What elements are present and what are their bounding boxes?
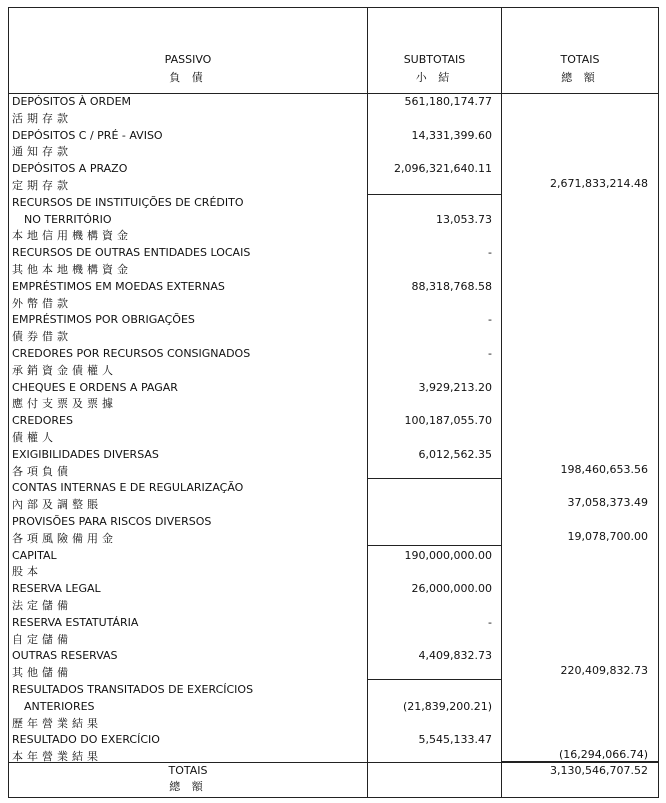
subtotal-value: 26,000,000.00 (411, 582, 492, 596)
row-label-pt: CONTAS INTERNAS E DE REGULARIZAÇÃO (12, 481, 244, 495)
subtotal-value: - (488, 246, 492, 260)
row-label-zh: 其他儲備 (12, 666, 72, 680)
header-totais: TOTAIS (560, 53, 600, 66)
grand-total-value: 3,130,546,707.52 (550, 764, 648, 777)
row-label-pt: RECURSOS DE OUTRAS ENTIDADES LOCAIS (12, 246, 251, 260)
row-label-zh: 歷年營業結果 (12, 716, 102, 730)
row-label-zh: 債券借款 (12, 330, 72, 344)
table-bottom-border (8, 797, 659, 798)
table-top-border (8, 7, 659, 8)
row-label-zh: 承銷資金債權人 (12, 363, 117, 377)
footer-totais: TOTAIS (168, 764, 208, 777)
row-label-zh: 定期存款 (12, 179, 72, 192)
row-label-zh: 各項風險備用金 (12, 531, 117, 545)
subtotal-value: 5,545,133.47 (418, 733, 492, 747)
row-label-pt: CAPITAL (12, 548, 57, 562)
subtotal-value: 88,318,768.58 (411, 279, 492, 293)
subtotal-value: 100,187,055.70 (404, 414, 492, 428)
row-label-zh: 股本 (12, 565, 42, 579)
row-label-pt: RESULTADO DO EXERCÍCIO (12, 733, 160, 747)
subtotal-value: 190,000,000.00 (404, 548, 492, 562)
row-label-zh: 外幣借款 (12, 296, 72, 310)
row-label-zh: 自定儲備 (12, 632, 72, 646)
row-label-zh: 內部及調整賬 (12, 498, 102, 512)
row-label-zh: 法定儲備 (12, 599, 72, 612)
row-label-pt: RESERVA LEGAL (12, 582, 101, 596)
row-label-zh: 通知存款 (12, 145, 72, 159)
row-label-pt-cont: ANTERIORES (24, 699, 95, 713)
row-label-pt: EMPRÉSTIMOS POR OBRIGAÇÕES (12, 313, 195, 327)
row-label-zh: 各項負債 (12, 464, 72, 478)
row-label-pt: DEPÓSITOS A PRAZO (12, 162, 128, 176)
header-subtotais-zh: 小 結 (415, 71, 454, 84)
row-label-zh: 本年營業結果 (12, 750, 102, 764)
header-passivo: PASSIVO (164, 53, 212, 66)
subtotal-value: - (488, 615, 492, 629)
row-label-zh: 債權人 (12, 431, 57, 444)
subtotal-value: (21,839,200.21) (402, 699, 492, 713)
subtotal-group-divider (367, 679, 501, 680)
subtotal-group-divider (367, 478, 501, 479)
row-label-zh: 本地信用機構資金 (12, 229, 132, 243)
subtotal-value: 14,331,399.60 (411, 128, 492, 142)
row-label-pt: DEPÓSITOS C / PRÉ - AVISO (12, 128, 163, 142)
row-label-pt: RESULTADOS TRANSITADOS DE EXERCÍCIOS (12, 683, 254, 696)
row-label-zh: 應付支票及票據 (12, 397, 117, 411)
subtotal-value: 2,096,321,640.11 (394, 162, 492, 176)
row-label-pt: EMPRÉSTIMOS EM MOEDAS EXTERNAS (12, 279, 225, 293)
subtotal-value: 6,012,562.35 (418, 447, 492, 461)
col-divider-2 (501, 7, 502, 797)
header-passivo-zh: 負 債 (169, 71, 207, 84)
row-label-pt: CREDORES POR RECURSOS CONSIGNADOS (12, 347, 251, 360)
subtotal-value: 3,929,213.20 (418, 380, 492, 394)
row-label-pt: EXIGIBILIDADES DIVERSAS (12, 447, 159, 461)
row-label-pt: CREDORES (12, 414, 73, 428)
subtotal-value: - (488, 313, 492, 327)
subtotal-group-divider (367, 545, 501, 546)
subtotal-value: - (488, 347, 492, 360)
total-value: 37,058,373.49 (567, 496, 648, 510)
subtotal-value: 561,180,174.77 (404, 95, 492, 108)
row-label-pt: DEPÓSITOS À ORDEM (12, 95, 132, 108)
total-value: 19,078,700.00 (567, 529, 648, 543)
row-label-pt: RESERVA ESTATUTÁRIA (12, 615, 139, 629)
row-label-pt: RECURSOS DE INSTITUIÇÕES DE CRÉDITO (12, 195, 244, 209)
left-border (8, 7, 9, 797)
subtotal-value: 4,409,832.73 (418, 649, 492, 663)
row-label-pt: PROVISÕES PARA RISCOS DIVERSOS (12, 515, 212, 528)
total-value: 2,671,833,214.48 (550, 177, 648, 190)
total-value: (16,294,066.74) (558, 748, 648, 762)
subtotal-value: 13,053.73 (436, 212, 492, 226)
row-label-zh: 其他本地機構資金 (12, 263, 132, 276)
total-value: 198,460,653.56 (560, 462, 648, 476)
total-value: 220,409,832.73 (560, 664, 648, 678)
row-label-zh: 活期存款 (12, 111, 72, 125)
footer-totais-zh: 總 額 (169, 780, 207, 793)
header-subtotais: SUBTOTAIS (403, 53, 466, 66)
row-label-pt-cont: NO TERRITÓRIO (24, 212, 112, 226)
row-label-pt: CHEQUES E ORDENS A PAGAR (12, 380, 178, 394)
header-totais-zh: 總 額 (561, 71, 599, 84)
right-border (658, 7, 659, 797)
row-label-pt: OUTRAS RESERVAS (12, 649, 118, 663)
subtotal-group-divider (367, 194, 501, 195)
